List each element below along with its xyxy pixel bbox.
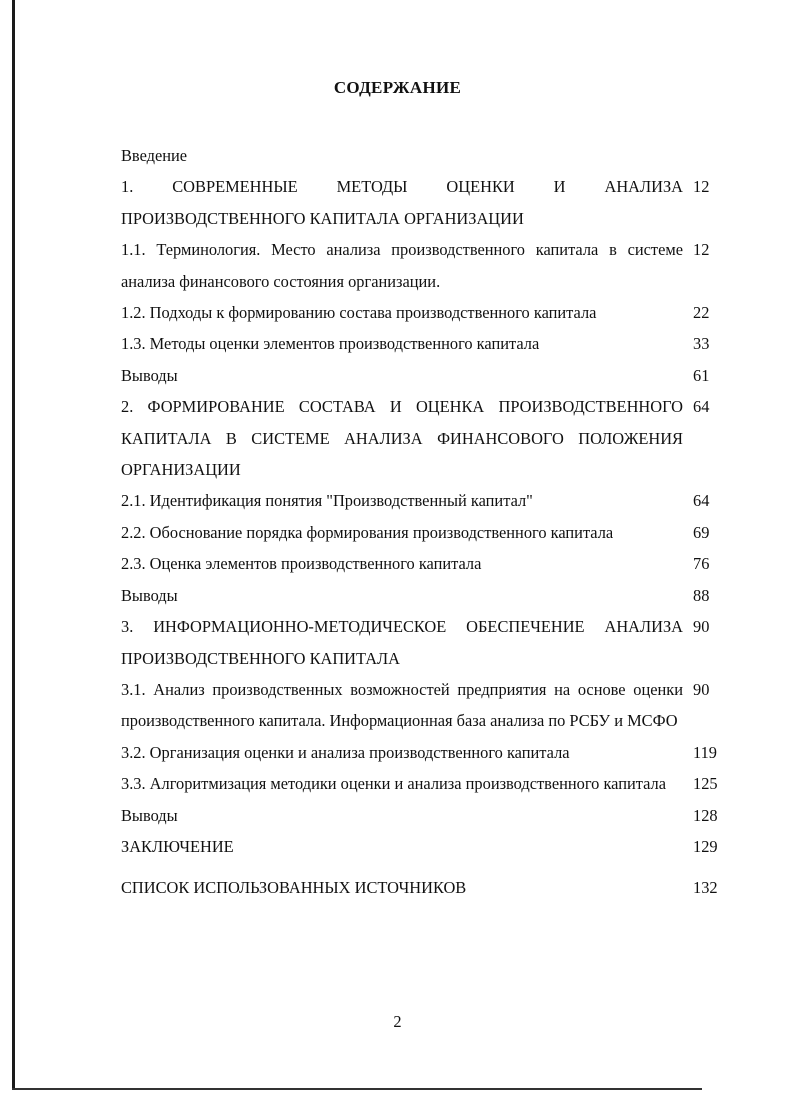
toc-entry-page: 12 [693,240,710,260]
toc-entry-conclusion [121,831,725,862]
toc-entry-text: Введение [121,146,188,165]
toc-entry-page: 33 [693,334,710,354]
toc-entry-text: 3.1. Анализ производственных возможностей предприятия на основе оценки производственного капитала. Информационная база анализа по РСБУ и МСФО [121,679,683,731]
toc-entry-page: 90 [693,679,710,699]
toc-entry-page: 88 [693,585,710,605]
toc-entry-page: 64 [693,397,710,417]
toc-entry-3-2 [121,737,725,768]
toc-entry-page: 69 [693,522,710,542]
toc-entry-1-2 [121,297,725,328]
toc-entry-page: 22 [693,303,710,323]
toc-entry-3-3 [121,768,725,799]
toc-entry-chapter-3 [121,611,725,674]
toc-entry-text: 2.3. Оценка элементов производственного капитала [121,554,482,574]
toc-entry-text: Выводы [121,365,178,385]
toc-entry-2-3 [121,548,725,579]
toc-entry-text: 3.3. Алгоритмизация методики оценки и анализа производственного капитала [121,774,667,794]
toc-entry-text: СПИСОК ИСПОЛЬЗОВАННЫХ ИСТОЧНИКОВ [121,878,467,898]
toc-entry-text: 1.3. Методы оценки элементов производственного капитала [121,334,540,354]
toc-entry-text: ЗАКЛЮЧЕНИЕ [121,836,234,856]
toc-entry-page: 129 [693,836,718,856]
toc-entry-text: Выводы [121,805,178,825]
toc-entry-1-3 [121,328,725,359]
toc-entry-page: 76 [693,554,710,574]
toc-entry-1-1 [121,234,725,297]
toc-entry-text: 2. ФОРМИРОВАНИЕ СОСТАВА И ОЦЕНКА ПРОИЗВОДСТВЕННОГО КАПИТАЛА В СИСТЕМЕ АНАЛИЗА ФИНАНСОВОГО ПОЛОЖЕНИЯ ОРГАНИЗАЦИИ [121,397,683,480]
toc-entry-chapter-1 [121,171,725,234]
toc-entry-page: 61 [693,365,710,385]
toc-entry-text: Выводы [121,585,178,605]
toc-entry-conclusions-3 [121,800,725,831]
toc-entry-chapter-2 [121,391,725,485]
toc-entry-3-1 [121,674,725,737]
toc-entry-text: 2.1. Идентификация понятия "Производственный капитал" [121,491,533,511]
toc-entry-page: 125 [693,774,718,794]
toc-entry-page: 90 [693,617,710,637]
toc-entry-page: 132 [693,878,718,898]
toc-entry-page: 12 [693,177,710,197]
toc-entry-references [121,872,725,903]
toc-title: СОДЕРЖАНИЕ [333,78,462,97]
toc-entry-text: 1.1. Терминология. Место анализа производственного капитала в системе анализа финансового состояния организации. [121,240,683,291]
toc-entry-text: 2.2. Обоснование порядка формирования производственного капитала [121,522,614,542]
toc-entry-text: 3. ИНФОРМАЦИОННО-МЕТОДИЧЕСКОЕ ОБЕСПЕЧЕНИЕ АНАЛИЗА ПРОИЗВОДСТВЕННОГО КАПИТАЛА [121,617,683,668]
toc-entry-intro [121,140,725,171]
toc-entry-2-2 [121,517,725,548]
toc-entry-page: 119 [693,742,717,762]
page-number: 2 [393,1012,402,1031]
toc-entry-page: 64 [693,491,710,511]
toc-entry-text: 3.2. Организация оценки и анализа производственного капитала [121,742,570,762]
table-of-contents [121,140,725,904]
spacer [121,862,725,872]
toc-entry-conclusions-1 [121,360,725,391]
scan-edge-left [12,0,15,1090]
toc-entry-2-1 [121,485,725,516]
toc-entry-conclusions-2 [121,580,725,611]
scan-edge-bottom [12,1088,702,1090]
toc-entry-page: 128 [693,805,718,825]
toc-entry-text: 1.2. Подходы к формированию состава производственного капитала [121,303,597,323]
toc-entry-text: 1. СОВРЕМЕННЫЕ МЕТОДЫ ОЦЕНКИ И АНАЛИЗА ПРОИЗВОДСТВЕННОГО КАПИТАЛА ОРГАНИЗАЦИИ [121,177,683,228]
